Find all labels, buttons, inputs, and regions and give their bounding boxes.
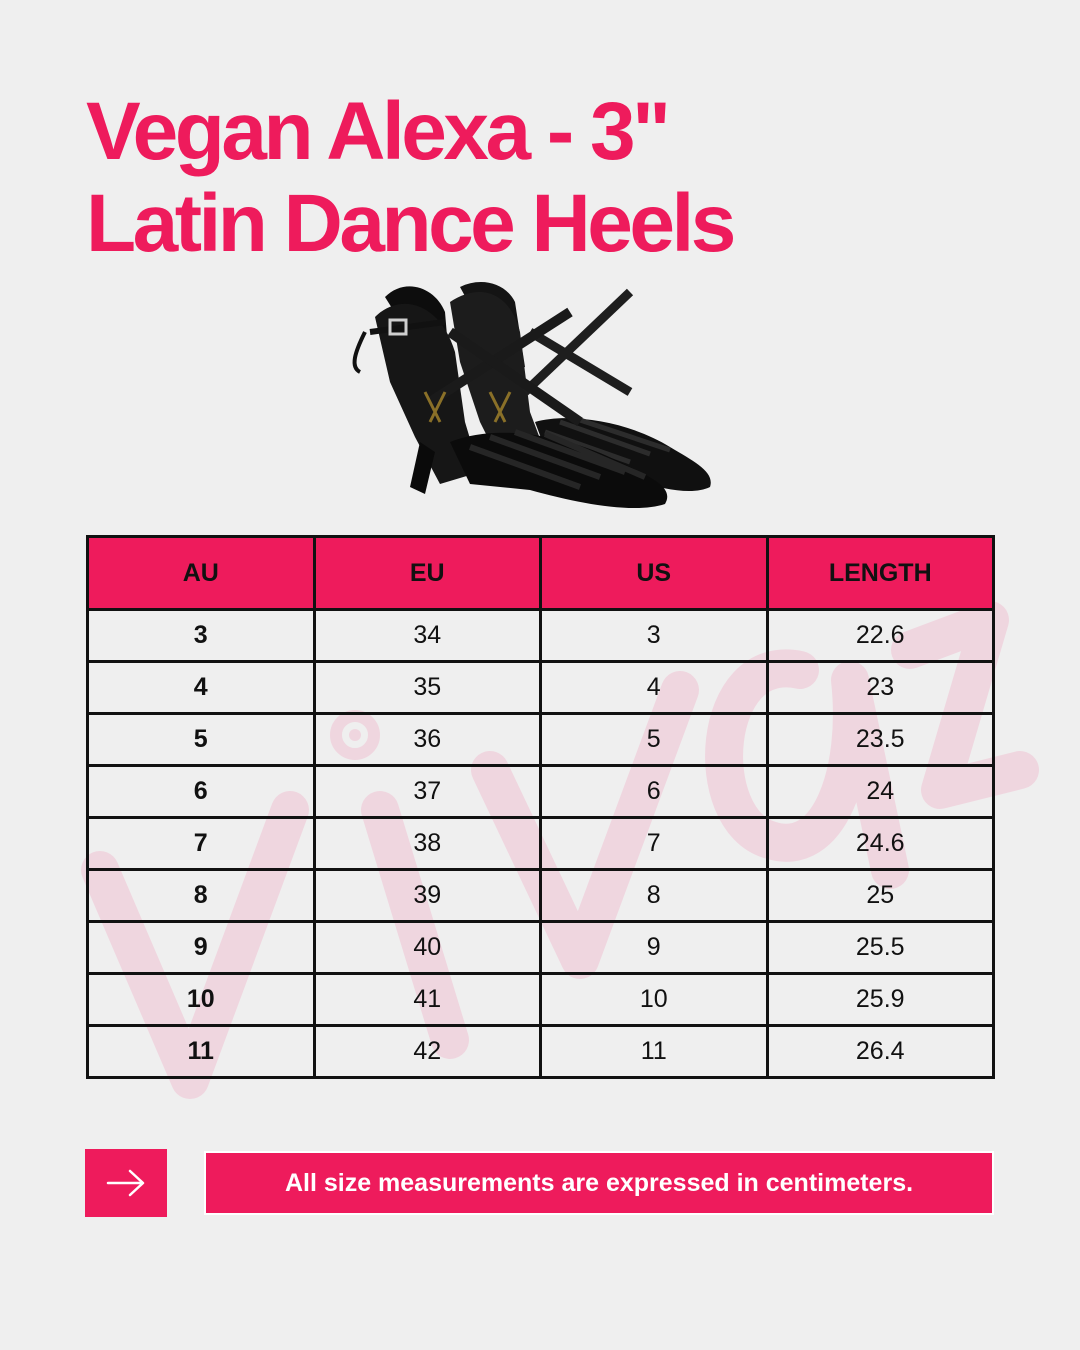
cell-us: 9 bbox=[541, 922, 768, 974]
cell-eu: 35 bbox=[314, 662, 541, 714]
cell-us: 11 bbox=[541, 1026, 768, 1078]
column-header-us: US bbox=[541, 537, 768, 610]
cell-us: 5 bbox=[541, 714, 768, 766]
cell-au: 5 bbox=[88, 714, 315, 766]
cell-au: 7 bbox=[88, 818, 315, 870]
cell-au: 9 bbox=[88, 922, 315, 974]
table-row bbox=[88, 610, 994, 662]
cell-us: 7 bbox=[541, 818, 768, 870]
product-image bbox=[330, 272, 750, 527]
cell-eu: 42 bbox=[314, 1026, 541, 1078]
units-note: All size measurements are expressed in centimeters. bbox=[204, 1151, 994, 1215]
cell-au: 3 bbox=[88, 610, 315, 662]
cell-us: 6 bbox=[541, 766, 768, 818]
table-row bbox=[88, 870, 994, 922]
cell-eu: 41 bbox=[314, 974, 541, 1026]
table-row bbox=[88, 922, 994, 974]
column-header-length: LENGTH bbox=[767, 537, 994, 610]
cell-au: 11 bbox=[88, 1026, 315, 1078]
arrow-right-icon bbox=[106, 1168, 146, 1198]
table-row bbox=[88, 662, 994, 714]
table-row bbox=[88, 714, 994, 766]
column-header-eu: EU bbox=[314, 537, 541, 610]
column-header-au: AU bbox=[88, 537, 315, 610]
cell-eu: 37 bbox=[314, 766, 541, 818]
page-title-line-1: Vegan Alexa - 3" bbox=[86, 86, 668, 177]
cell-length: 25.5 bbox=[767, 922, 994, 974]
table-row bbox=[88, 818, 994, 870]
cell-au: 8 bbox=[88, 870, 315, 922]
cell-eu: 39 bbox=[314, 870, 541, 922]
cell-au: 6 bbox=[88, 766, 315, 818]
page-title-line-2: Latin Dance Heels bbox=[86, 178, 733, 269]
cell-au: 10 bbox=[88, 974, 315, 1026]
next-arrow-button[interactable] bbox=[85, 1149, 167, 1217]
cell-eu: 40 bbox=[314, 922, 541, 974]
cell-us: 10 bbox=[541, 974, 768, 1026]
table-row bbox=[88, 766, 994, 818]
table-header-row bbox=[88, 537, 994, 610]
cell-eu: 36 bbox=[314, 714, 541, 766]
cell-length: 22.6 bbox=[767, 610, 994, 662]
cell-eu: 34 bbox=[314, 610, 541, 662]
cell-us: 4 bbox=[541, 662, 768, 714]
cell-length: 25 bbox=[767, 870, 994, 922]
cell-length: 23 bbox=[767, 662, 994, 714]
size-chart-table bbox=[86, 535, 995, 1079]
cell-length: 24.6 bbox=[767, 818, 994, 870]
cell-us: 8 bbox=[541, 870, 768, 922]
cell-eu: 38 bbox=[314, 818, 541, 870]
table-row bbox=[88, 1026, 994, 1078]
cell-us: 3 bbox=[541, 610, 768, 662]
cell-length: 26.4 bbox=[767, 1026, 994, 1078]
cell-length: 24 bbox=[767, 766, 994, 818]
table-row bbox=[88, 974, 994, 1026]
cell-length: 23.5 bbox=[767, 714, 994, 766]
page-title bbox=[86, 86, 986, 270]
cell-length: 25.9 bbox=[767, 974, 994, 1026]
cell-au: 4 bbox=[88, 662, 315, 714]
